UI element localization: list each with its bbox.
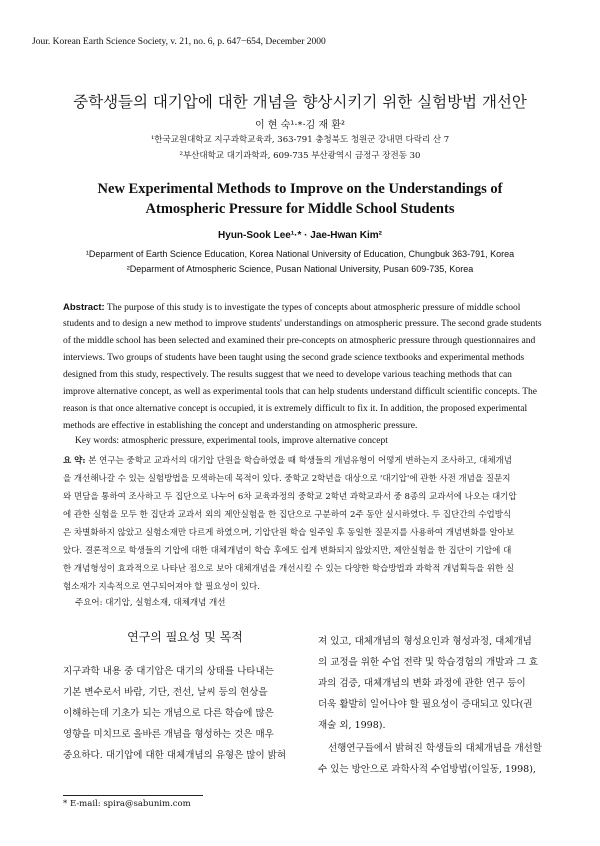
abstract-ko-line: 한 개념형성이 효과적으로 나타난 점으로 보아 대체개념을 개선시킬 수 있는 다양한 학습방법과 과학적 개념획득을 위한 실	[63, 564, 515, 574]
abstract-line: improve alternative concept, as well as experimental tools that can help students understand difficult scientific concepts. The	[63, 387, 537, 397]
footnote-rule	[63, 795, 203, 796]
abstract-line: designed from this study, respectively. The results suggest that we need to develope various teaching methods that can	[63, 370, 512, 380]
body-right-line: 과의 검증, 대체개념의 변화 과정에 관한 연구 등이	[318, 678, 526, 689]
abstract-ko-line: 을 개선해나갈 수 있는 실험방법을 모색하는데 목적이 있다. 중학교 2학년을 대상으로 '대기압'에 관한 사전 개념을 질문지	[63, 474, 511, 484]
body-right-line: 재술 외, 1998).	[318, 720, 386, 731]
abstract-line	[63, 302, 543, 313]
body-left-line: 영향을 미치므로 올바른 개념을 형성하는 것은 매우	[63, 729, 274, 740]
body-left-line: 기본 변수로서 바람, 기단, 전선, 날씨 등의 현상을	[63, 687, 268, 698]
footnote-email: * E-mail: spira@sabunim.com	[63, 799, 191, 809]
title-english-line-2: Atmospheric Pressure for Middle School Students	[145, 201, 455, 217]
authors-korean: 이 현 숙¹·*·김 재 환²	[254, 120, 346, 131]
abstract-ko-line: 은 차별화하지 않았고 실험소재만 다르게 하였으며, 기압단원 학습 일주일 후 동일한 질문지를 사용하여 개념변화를 알아보	[63, 528, 515, 538]
keywords-korean	[75, 596, 225, 608]
affiliation-english-2: ²Deparment of Atmospheric Science, Pusan National University, Pusan 609-735, Korea	[126, 264, 474, 274]
abstract-line: interviews. Two groups of students have been taught using the second grade science textbooks and experimental methods	[63, 353, 525, 363]
affiliation-korean-2: ²부산대학교 대기과학과, 609-735 부산광역시 금정구 장전동 30	[179, 151, 421, 161]
abstract-ko-line: 에 관한 실험을 모두 한 집단과 교과서 외의 제안실험을 한 집단으로 구분하여 2주 동안 실시하였다. 두 집단간의 수업방식	[63, 510, 512, 520]
keywords-ko-text: 대기압, 실험소재, 대체개념 개선	[105, 598, 226, 608]
body-right-line: 수 있는 방안으로 과학사적 수업방법(이일동, 1998),	[318, 764, 536, 775]
body-right-line: 더욱 활발히 일어나야 할 필요성이 증대되고 있다(권	[318, 699, 533, 710]
section-heading: 연구의 필요성 및 목적	[127, 630, 243, 644]
abstract-label: Abstract:	[63, 302, 105, 313]
body-left-line: 중요하다. 대기압에 대한 대체개념의 유형은 많이 밝혀	[63, 750, 287, 761]
title-english-line-1: New Experimental Methods to Improve on the Understandings of	[97, 181, 503, 197]
body-right-line: 져 있고, 대체개념의 형성요인과 형성과정, 대체개념	[318, 636, 532, 647]
abstract-ko-line: 험소재가 지속적으로 연구되어져야 할 필요성이 있다.	[63, 582, 260, 592]
body-right-line: 선행연구들에서 밝혀진 학생들의 대체개념을 개선할	[328, 743, 542, 754]
affiliation-korean-1: ¹한국교원대학교 지구과학교육과, 363-791 충청북도 청원군 강내면 다락리 산 7	[150, 135, 450, 145]
abstract-ko-text: 본 연구는 중학교 교과서의 대기압 단원을 학습하였을 때 학생들의 개념유형이 어떻게 변하는지 조사하고, 대체개념	[88, 456, 512, 466]
journal-citation: Jour. Korean Earth Science Society, v. 21, no. 6, p. 647−654, December 2000	[32, 37, 326, 47]
abstract-ko-line: 와 면담을 통하여 조사하고 두 집단으로 나누어 6차 교육과정의 중학교 2학년 과학교과서 중 8종의 교과서에 나오는 대기압	[63, 492, 517, 502]
abstract-text: The purpose of this study is to investigate the types of concepts about atmospheric pressure of middle school	[106, 303, 521, 313]
abstract-ko-label: 요 약:	[63, 456, 86, 466]
body-left-line: 지구과학 내용 중 대기압은 대기의 상태를 나타내는	[63, 666, 274, 677]
affiliation-english-1: ¹Deparment of Earth Science Education, Korea National University of Education, Chungbuk 363-791, Korea	[85, 249, 515, 259]
keywords-english	[75, 436, 388, 446]
abstract-ko-line	[63, 454, 543, 466]
title-korean: 중학생들의 대기압에 대한 개념을 향상시키기 위한 실험방법 개선안	[73, 93, 527, 111]
keywords-ko-label: 주요어:	[75, 598, 103, 608]
abstract-line: of the middle school has been selected and examined their pre-concepts on atmospheric pressure through questionnaires and	[63, 336, 536, 346]
body-right-line: 의 교정을 위한 수업 전략 및 학습경험의 개발과 그 효	[318, 657, 538, 668]
authors-english: Hyun-Sook Lee¹·* · Jae-Hwan Kim²	[218, 230, 382, 241]
abstract-line: students and to design a new method to improve students' understandings on atmospheric pressure. The second grade students	[63, 319, 542, 329]
keywords-text: atmospheric pressure, experimental tools, improve alternative concept	[121, 436, 388, 446]
body-left-line: 이해하는데 기초가 되는 개념으로 다른 학습에 많은	[63, 708, 274, 719]
abstract-ko-line: 았다. 결론적으로 학생들의 기압에 대한 대체개념이 학습 후에도 쉽게 변화되지 않았지만, 제안실험을 한 집단이 기압에 대	[63, 546, 512, 556]
abstract-line: reason is that once alternative concept is occupied, it is extremely difficult to fix it. In addition, the proposed experimental	[63, 404, 528, 414]
keywords-label: Key words:	[75, 436, 120, 446]
abstract-line: methods are effective in establishing the concept and understanding on atmospheric pressure.	[63, 421, 418, 431]
